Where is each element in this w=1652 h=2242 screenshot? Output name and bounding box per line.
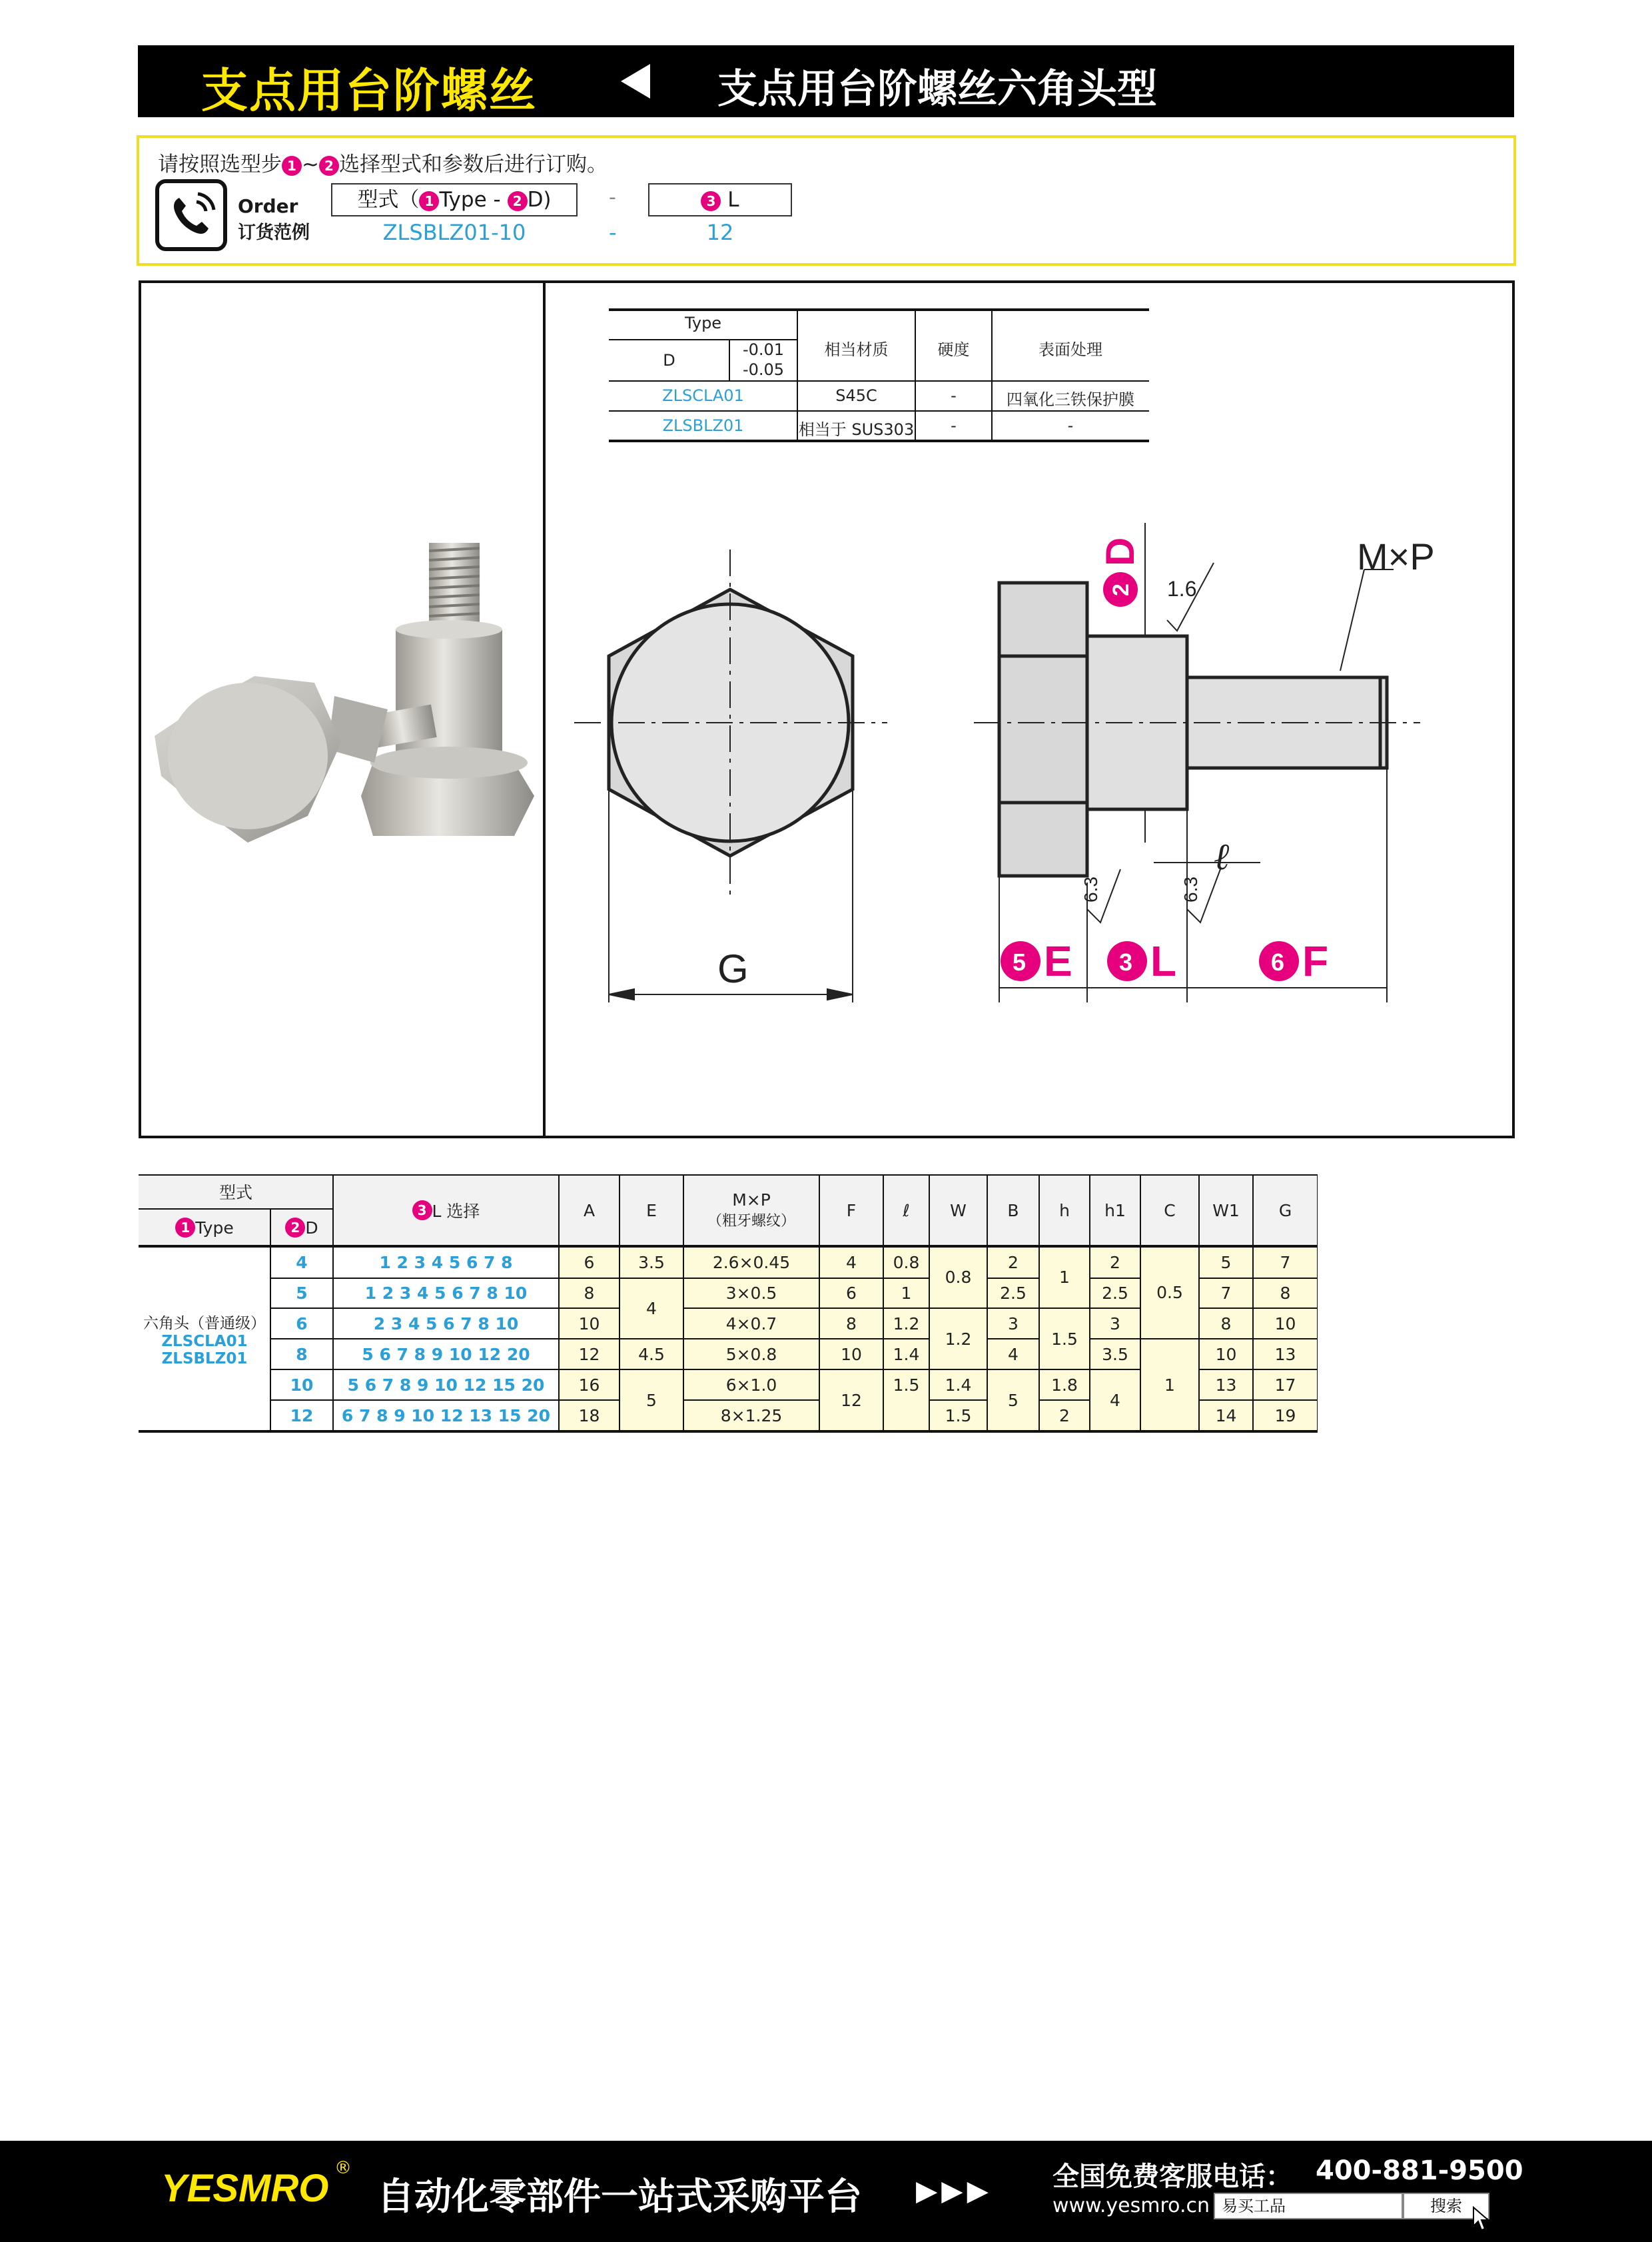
category-title: 支点用台阶螺丝	[201, 63, 537, 118]
f-badge: 6	[1271, 948, 1285, 976]
header-col: h1	[1104, 1200, 1126, 1220]
cell-ell: 1	[901, 1284, 912, 1303]
box1-type: Type	[439, 188, 487, 212]
d-value: 8	[296, 1344, 308, 1364]
cell-mxp: 4×0.7	[725, 1313, 777, 1333]
cell-mxp: 5×0.8	[725, 1344, 777, 1364]
cell-a: 16	[578, 1375, 600, 1395]
spec-row1-hardness: -	[951, 386, 957, 405]
separator-dash: -	[609, 186, 616, 209]
slogan: 自动化零部件一站式采购平台	[377, 2175, 862, 2219]
spec-d-label: D	[663, 351, 675, 370]
f-label: F	[1302, 937, 1329, 985]
spec-row1-surface: 四氧化三铁保护膜	[1007, 390, 1134, 409]
cell-b: 3	[1008, 1313, 1019, 1333]
header-col: C	[1164, 1200, 1176, 1220]
spec-row2-material: 相当于 SUS303	[798, 420, 915, 439]
cell-w1: 13	[1215, 1375, 1237, 1395]
g-label: G	[717, 946, 749, 991]
cell-a: 12	[578, 1344, 600, 1364]
cell-w1: 5	[1220, 1252, 1232, 1272]
cell-ell: 1.2	[893, 1313, 920, 1333]
spec-row2-type: ZLSBLZ01	[662, 416, 744, 435]
type-code-1: ZLSCLA01	[161, 1332, 248, 1350]
header-typenum	[139, 1209, 270, 1246]
header-col: B	[1007, 1200, 1019, 1220]
l-badge: 3	[1119, 948, 1133, 976]
cell-ell: 0.8	[893, 1252, 920, 1272]
cell-b: 4	[1008, 1344, 1019, 1364]
l-options: 1 2 3 4 5 6 7 8	[379, 1252, 513, 1272]
cell-ell: 1.4	[893, 1344, 920, 1364]
type-code-2: ZLSBLZ01	[161, 1349, 248, 1367]
step-badge-2: 2	[508, 191, 528, 211]
cell-e: 3.5	[638, 1252, 665, 1272]
spec-row1-type: ZLSCLA01	[662, 386, 744, 405]
instruction-text: 请按照选型步	[158, 153, 282, 177]
cell-f: 4	[846, 1252, 857, 1272]
cell-a: 10	[578, 1313, 600, 1333]
cell-h: 2	[1059, 1406, 1070, 1425]
header-col: ℓ	[903, 1200, 910, 1220]
header-col: h	[1059, 1200, 1070, 1220]
header-mxp-sub: （粗牙螺纹）	[707, 1213, 795, 1230]
header-col: W	[950, 1200, 967, 1220]
example-code: ZLSBLZ01-10	[382, 220, 526, 245]
cell-a: 6	[584, 1252, 595, 1272]
footer-bar	[0, 2141, 1652, 2242]
merged-cell: 5	[1008, 1391, 1019, 1410]
cell-w: 1.4	[945, 1375, 972, 1395]
figure-panel	[139, 280, 1515, 1138]
box2-l: L	[727, 188, 739, 212]
l-options: 5 6 7 8 9 10 12 15 20	[347, 1375, 545, 1395]
order-label-en: Order	[238, 195, 298, 217]
cell-h1: 3	[1110, 1313, 1120, 1333]
header-type-label: Type	[195, 1218, 234, 1238]
brand-logo: YESMRO	[161, 2167, 329, 2210]
type-d-field	[331, 183, 578, 216]
header-col	[683, 1174, 819, 1246]
l-label: L	[1150, 937, 1177, 985]
roughness-3: 6.3	[1180, 877, 1201, 903]
header-l-select	[333, 1174, 559, 1246]
spec-col-material: 相当材质	[824, 340, 889, 359]
d-value: 12	[290, 1406, 314, 1425]
cell-g: 7	[1280, 1252, 1291, 1272]
merged-cell: 5	[646, 1391, 657, 1410]
phone-icon	[155, 179, 227, 251]
header-col: F	[846, 1200, 857, 1220]
example-length: 12	[706, 220, 734, 245]
box1-d: D)	[527, 188, 552, 212]
roughness-2: 6.3	[1080, 877, 1101, 903]
header-col-label: M×P	[732, 1190, 771, 1210]
order-instruction	[158, 147, 608, 177]
cell-w1: 7	[1220, 1284, 1232, 1303]
order-example-box	[137, 135, 1516, 266]
merged-cell: 4	[1110, 1391, 1120, 1410]
header-col: G	[1278, 1200, 1292, 1220]
header-type: 型式	[218, 1183, 252, 1202]
cell-h1: 3.5	[1102, 1344, 1128, 1364]
spec-row2-hardness: -	[951, 416, 957, 435]
d-value: 4	[296, 1252, 308, 1272]
box1-pre: 型式（	[357, 188, 420, 212]
cell-f: 10	[841, 1344, 862, 1364]
cell-f: 8	[846, 1313, 857, 1333]
e-badge: 5	[1013, 948, 1027, 976]
header-col: E	[646, 1200, 657, 1220]
cell-h1: 2.5	[1102, 1284, 1128, 1303]
step-badge-1: 1	[282, 156, 302, 176]
cell-h: 1.8	[1051, 1375, 1078, 1395]
merged-cell: 0.8	[945, 1268, 972, 1287]
merged-cell: 12	[841, 1391, 862, 1410]
step-badge-1: 1	[419, 191, 439, 211]
spec-col-hardness: 硬度	[937, 340, 970, 359]
cell-g: 13	[1274, 1344, 1296, 1364]
step-badge-2: 2	[285, 1218, 305, 1238]
hotline-number: 400-881-9500	[1316, 2155, 1523, 2186]
step-badge-2: 2	[319, 156, 339, 176]
merged-cell: 4	[646, 1299, 657, 1318]
d-label: D	[1098, 537, 1142, 566]
e-label: E	[1044, 937, 1072, 985]
cell-b: 2	[1008, 1252, 1019, 1272]
search-button[interactable]: 搜索	[1403, 2193, 1489, 2219]
spec-type-header: Type	[684, 314, 722, 332]
merged-cell: 1.2	[945, 1329, 972, 1349]
cell-g: 17	[1274, 1375, 1296, 1395]
spec-row1-material: S45C	[835, 386, 877, 405]
site-url[interactable]: www.yesmro.cn	[1052, 2194, 1210, 2217]
cell-w1: 8	[1220, 1313, 1232, 1333]
cell-g: 8	[1280, 1284, 1291, 1303]
order-label-cn: 订货范例	[238, 222, 310, 243]
l-options: 1 2 3 4 5 6 7 8 10	[364, 1284, 528, 1303]
cell-h1: 2	[1110, 1252, 1120, 1272]
instruction-text-end: 选择型式和参数后进行订购。	[338, 153, 608, 177]
l-options: 5 6 7 8 9 10 12 20	[362, 1344, 530, 1364]
cell-a: 18	[578, 1406, 600, 1425]
cell-w1: 14	[1215, 1406, 1237, 1425]
cell-a: 8	[584, 1284, 595, 1303]
cell-ell: 1.5	[893, 1375, 920, 1395]
ell-label: ℓ	[1214, 837, 1230, 878]
l-options: 6 7 8 9 10 12 13 15 20	[341, 1406, 551, 1425]
header-d-label: D	[305, 1218, 318, 1238]
d-value: 10	[290, 1375, 314, 1395]
cell-w: 1.5	[945, 1406, 972, 1425]
hotline-label: 全国免费客服电话：	[1052, 2161, 1292, 2192]
step-badge-3: 3	[412, 1200, 432, 1220]
step-badge-3: 3	[701, 191, 721, 211]
type-cell	[139, 1246, 270, 1431]
type-desc: 六角头（普通级）	[143, 1314, 266, 1332]
header-l-label: L 选择	[432, 1202, 480, 1221]
dimension-table	[139, 1174, 1318, 1433]
merged-cell: 1	[1164, 1375, 1175, 1395]
header-d	[270, 1209, 333, 1246]
spec-tol-upper: -0.01	[742, 340, 785, 359]
merged-cell: 0.5	[1156, 1283, 1183, 1302]
title-bar	[138, 45, 1514, 117]
cell-mxp: 2.6×0.45	[712, 1252, 791, 1272]
cell-g: 19	[1274, 1406, 1296, 1425]
registered-mark: ®	[334, 2158, 352, 2178]
merged-cell: 1.5	[1051, 1329, 1078, 1349]
merged-cell: 1	[1059, 1268, 1070, 1287]
length-field	[648, 183, 792, 216]
d-value: 6	[296, 1313, 308, 1333]
product-title: 支点用台阶螺丝六角头型	[717, 66, 1157, 113]
spec-col-surface: 表面处理	[1038, 340, 1102, 359]
cell-e: 4.5	[638, 1344, 665, 1364]
box1-mid: -	[486, 188, 508, 212]
arrows-icon: ▶▶▶	[916, 2174, 993, 2207]
cell-mxp: 6×1.0	[725, 1375, 777, 1395]
step-badge-1: 1	[175, 1218, 195, 1238]
cell-mxp: 8×1.25	[720, 1406, 783, 1425]
cursor-icon	[1472, 2206, 1492, 2233]
tilde: ~	[302, 153, 319, 177]
search-input[interactable]: 易买工品	[1214, 2193, 1403, 2219]
cell-w1: 10	[1215, 1344, 1237, 1364]
spec-row2-surface: -	[1067, 416, 1074, 435]
l-options: 2 3 4 5 6 7 8 10	[373, 1313, 519, 1333]
roughness-1: 1.6	[1167, 577, 1197, 601]
cell-g: 10	[1274, 1313, 1296, 1333]
d-value: 5	[296, 1284, 308, 1303]
d-badge: 2	[1108, 583, 1134, 596]
header-col: W1	[1212, 1200, 1240, 1220]
triangle-left-icon	[621, 64, 650, 99]
cell-f: 6	[846, 1284, 857, 1303]
cell-b: 2.5	[1000, 1284, 1027, 1303]
example-dash: -	[609, 220, 617, 245]
mxp-label: M×P	[1357, 536, 1435, 577]
cell-mxp: 3×0.5	[725, 1284, 777, 1303]
spec-tol-lower: -0.05	[742, 360, 785, 379]
technical-drawing	[141, 283, 1513, 1136]
header-col: A	[583, 1200, 596, 1220]
